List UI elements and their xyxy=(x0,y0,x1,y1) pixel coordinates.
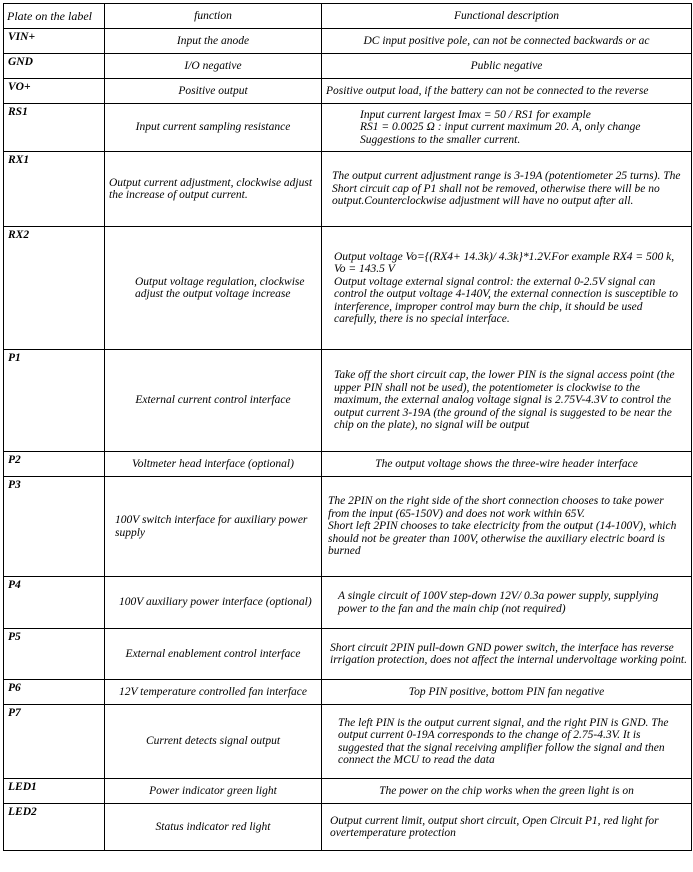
function-cell: External enablement control interface xyxy=(105,629,322,680)
function-cell: Output voltage regulation, clockwise adjust the output voltage increase xyxy=(105,227,322,350)
plate-label: P5 xyxy=(4,629,105,680)
table-row xyxy=(4,452,692,477)
table-row xyxy=(4,104,692,152)
table-row xyxy=(4,705,692,779)
description-cell: Public negative xyxy=(322,54,692,79)
description-cell: Take off the short circuit cap, the lower PIN is the signal access point (the upper PIN shall not be used), the potentiometer is clockwise to the maximum, the external analog voltage signal is 2.75V-4.3V to control the output current 3-19A (the ground of the signal is suggested to be near the chip on the plate), no signal will be output xyxy=(322,350,692,452)
table-row xyxy=(4,779,692,804)
plate-label: P7 xyxy=(4,705,105,779)
table-row xyxy=(4,629,692,680)
table-row xyxy=(4,54,692,79)
plate-label: VIN+ xyxy=(4,29,105,54)
header-row xyxy=(4,4,692,29)
plate-label: LED2 xyxy=(4,804,105,851)
plate-label: RS1 xyxy=(4,104,105,152)
plate-label: P1 xyxy=(4,350,105,452)
plate-label: P6 xyxy=(4,680,105,705)
table-row xyxy=(4,680,692,705)
plate-label: RX1 xyxy=(4,152,105,227)
pin-function-table xyxy=(3,3,692,851)
description-cell: Output voltage Vo={(RX4+ 14.3k)/ 4.3k}*1.2V.For example RX4 = 500 k, Vo = 143.5 V Output voltage external signal control: the external 0-2.5V signal can control the output voltage 4-140V, the external connection is susceptible to interference, improper control may burn the chip, it should be used carefully, there is no special interface. xyxy=(322,227,692,350)
function-cell: 100V switch interface for auxiliary power supply xyxy=(105,477,322,577)
plate-label: GND xyxy=(4,54,105,79)
plate-label: P2 xyxy=(4,452,105,477)
table-row xyxy=(4,350,692,452)
description-cell: The output voltage shows the three-wire header interface xyxy=(322,452,692,477)
plate-label: P4 xyxy=(4,577,105,629)
description-cell: Positive output load, if the battery can not be connected to the reverse xyxy=(322,79,692,104)
table-row xyxy=(4,152,692,227)
table-row xyxy=(4,477,692,577)
function-cell: Output current adjustment, clockwise adjust the increase of output current. xyxy=(105,152,322,227)
function-cell: External current control interface xyxy=(105,350,322,452)
plate-label: RX2 xyxy=(4,227,105,350)
description-cell: The output current adjustment range is 3-19A (potentiometer 25 turns). The Short circuit cap of P1 shall not be removed, otherwise there will be no output.Counterclockwise adjustment will have no output after all. xyxy=(322,152,692,227)
header-function: function xyxy=(105,4,322,29)
description-cell: The 2PIN on the right side of the short connection chooses to take power from the input (65-150V) and does not work within 65V. Short left 2PIN chooses to take electricity from the output (14-100V), which should not be greater than 100V, otherwise the auxiliary electric board is burned xyxy=(322,477,692,577)
header-plate: Plate on the label xyxy=(4,4,105,29)
description-cell: Short circuit 2PIN pull-down GND power switch, the interface has reverse irrigation protection, does not affect the internal undervoltage working point. xyxy=(322,629,692,680)
function-cell: Positive output xyxy=(105,79,322,104)
description-cell: DC input positive pole, can not be connected backwards or ac xyxy=(322,29,692,54)
header-description: Functional description xyxy=(322,4,692,29)
function-cell: Current detects signal output xyxy=(105,705,322,779)
description-cell: The left PIN is the output current signal, and the right PIN is GND. The output current 0-19A corresponds to the change of 2.75-4.3V. It is suggested that the signal receiving amplifier follow the signal and then connect the MCU to read the data xyxy=(322,705,692,779)
plate-label: P3 xyxy=(4,477,105,577)
table-row xyxy=(4,227,692,350)
function-cell: Input the anode xyxy=(105,29,322,54)
plate-label: LED1 xyxy=(4,779,105,804)
function-cell: I/O negative xyxy=(105,54,322,79)
function-cell: Voltmeter head interface (optional) xyxy=(105,452,322,477)
function-cell: Power indicator green light xyxy=(105,779,322,804)
description-cell: The power on the chip works when the green light is on xyxy=(322,779,692,804)
table-row xyxy=(4,804,692,851)
function-cell: 12V temperature controlled fan interface xyxy=(105,680,322,705)
description-cell: Input current largest Imax = 50 / RS1 for example RS1 = 0.0025 Ω : input current maximum 20. A, only change Suggestions to the smaller current. xyxy=(322,104,692,152)
function-cell: Status indicator red light xyxy=(105,804,322,851)
description-cell: Output current limit, output short circuit, Open Circuit P1, red light for overtemperature protection xyxy=(322,804,692,851)
plate-label: VO+ xyxy=(4,79,105,104)
table-row xyxy=(4,577,692,629)
function-cell: 100V auxiliary power interface (optional) xyxy=(105,577,322,629)
table-row xyxy=(4,79,692,104)
description-cell: Top PIN positive, bottom PIN fan negative xyxy=(322,680,692,705)
description-cell: A single circuit of 100V step-down 12V/ 0.3a power supply, supplying power to the fan and the main chip (not required) xyxy=(322,577,692,629)
table-row xyxy=(4,29,692,54)
function-cell: Input current sampling resistance xyxy=(105,104,322,152)
